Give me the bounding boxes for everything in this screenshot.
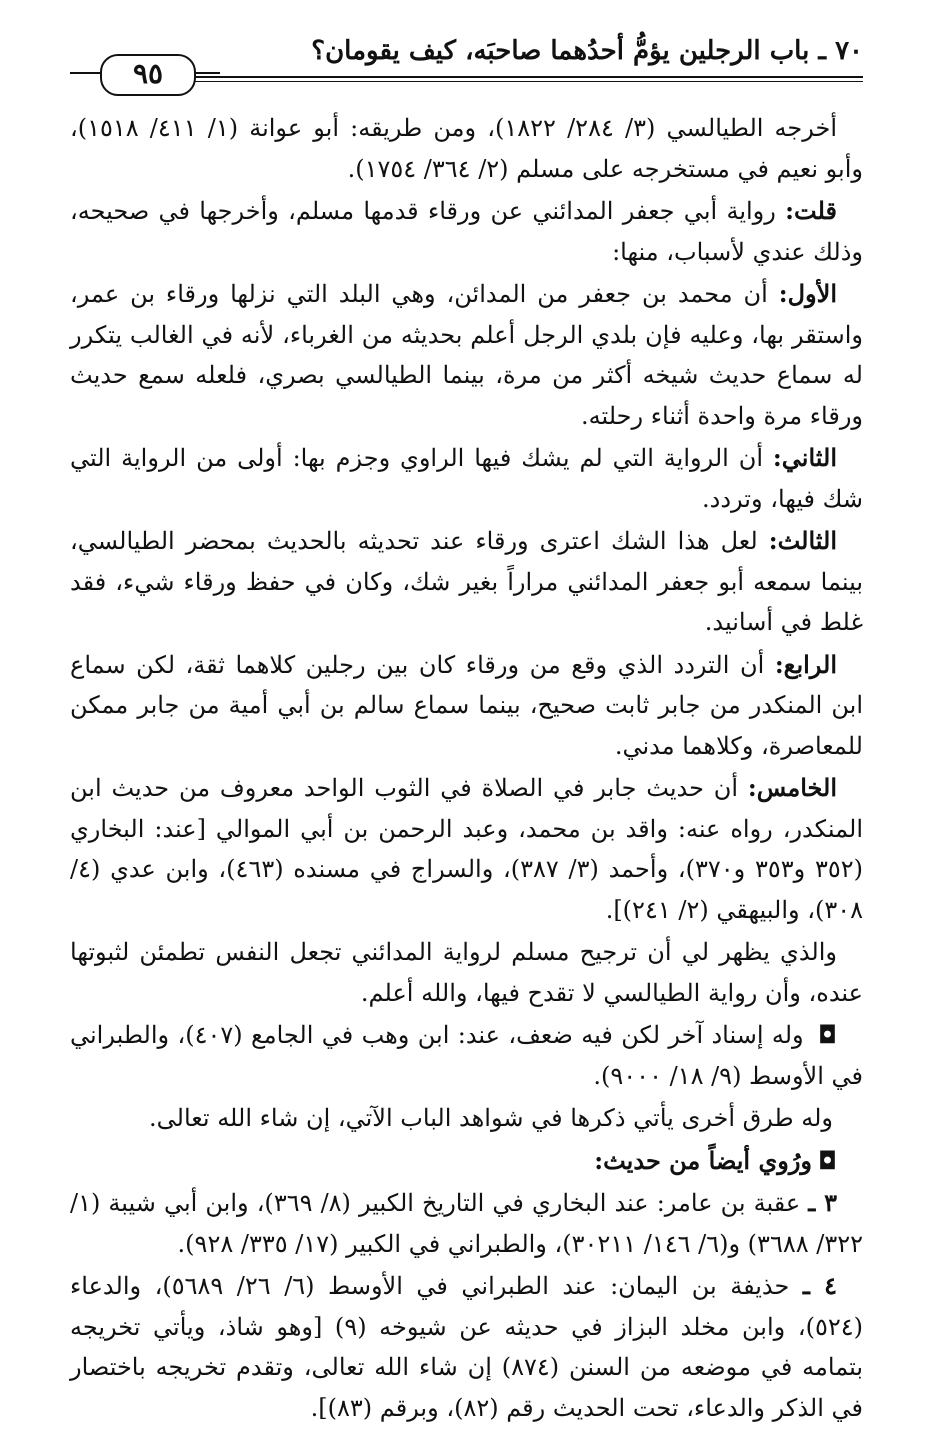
paragraph: الأول: أن محمد بن جعفر من المدائن، وهي البلد التي نزلها ورقاء بن عمر، واستقر بها، وعليه فإن بلدي الرجل أعلم بحديثه من الغرباء، لأنه في الغالب يتكرر له سماع حديث شيخه أكثر من مرة، بينما الطيالسي بصري، فلعله سمع حديث ورقاء مرة واحدة أثناء رحلته. <box>70 279 863 430</box>
paragraph-label: الثالث: <box>768 526 837 555</box>
paragraph: الثالث: لعل هذا الشك اعترى ورقاء عند تحديثه بالحديث بمحضر الطيالسي، بينما سمعه أبو جعفر المدائني مراراً بغير شك، وكان في حفظ ورقاء شيء، فقد غلط في أسانيد. <box>70 526 864 636</box>
paragraph: وله طرق أخرى يأتي ذكرها في شواهد الباب الآتي، إن شاء الله تعالى. <box>149 1104 833 1132</box>
paragraph: قلت: رواية أبي جعفر المدائني عن ورقاء قدمها مسلم، وأخرجها في صحيحه، وذلك عندي لأسباب، منها: <box>70 196 863 266</box>
item-number: ٣ ـ <box>808 1188 838 1217</box>
paragraph: ٤ ـ حذيفة بن اليمان: عند الطبراني في الأوسط (٦/ ٢٦/ ٥٦٨٩)، والدعاء (٥٢٤)، وابن مخلد البزاز في حديثه عن شيوخه (٩) [وهو شاذ، ويأتي تخريجه بتمامه في موضعه من السنن (٨٧٤) إن شاء الله تعالى، وتقدم تخريجه باختصار في الذكر والدعاء، تحت الحديث رقم (٨٢)، وبرقم (٨٣)]. <box>70 1271 864 1422</box>
paragraph: ٣ ـ عقبة بن عامر: عند البخاري في التاريخ الكبير (٨/ ٣٦٩)، وابن أبي شيبة (١/ ٣٢٢/ ٣٦٨٨) و(٦/ ١٤٦/ ٣٠٢١١)، والطبراني في الكبير (١٧/ ٣٣٥/ ٩٢٨). <box>70 1188 863 1258</box>
page-header <box>70 30 863 100</box>
page-content <box>70 108 863 1430</box>
paragraph <box>70 1141 863 1182</box>
header-rule <box>190 76 863 82</box>
bullet-icon: ◘ <box>818 1145 837 1175</box>
paragraph: الثاني: أن الرواية التي لم يشك فيها الراوي وجزم بها: أولى من الرواية التي شك فيها، وتردد. <box>70 443 863 513</box>
paragraph: الخامس: أن حديث جابر في الصلاة في الثوب الواحد معروف من حديث ابن المنكدر، رواه عنه: واقد بن محمد، وعبد الرحمن بن أبي الموالي [عند: البخاري (٣٥٢ و٣٥٣ و٣٧٠)، وأحمد (٣/ ٣٨٧)، والسراج في مسنده (٤٦٣)، وابن عدي (٤/ ٣٠٨)، والبيهقي (٢/ ٢٤١)]. <box>70 773 863 924</box>
chapter-title: ٧٠ ـ باب الرجلين يؤمُّ أحدُهما صاحبَه، كيف يقومان؟ <box>311 36 863 66</box>
item-number: ٤ ـ <box>802 1271 838 1300</box>
paragraph-label: قلت: <box>785 196 837 225</box>
paragraph: والذي يظهر لي أن ترجيح مسلم لرواية المدائني تجعل النفس تطمئن لثبوتها عنده، وأن رواية الطيالسي لا تقدح فيها، والله أعلم. <box>70 938 863 1007</box>
page-number: ٩٥ <box>100 54 196 96</box>
paragraph-label: الثاني: <box>772 443 837 472</box>
subheading: ورُوي أيضاً من حديث: <box>594 1145 813 1175</box>
paragraph-label: الخامس: <box>747 773 837 802</box>
paragraph-label: الرابع: <box>774 649 838 679</box>
bullet-icon: ◘ <box>818 1020 837 1049</box>
paragraph: ◘ وله إسناد آخر لكن فيه ضعف، عند: ابن وهب في الجامع (٤٠٧)، والطبراني في الأوسط (٩/ ١٨/ ٩٠٠٠). <box>70 1020 863 1090</box>
paragraph-label: الأول: <box>778 279 837 308</box>
paragraph: الرابع: أن التردد الذي وقع من ورقاء كان بين رجلين كلاهما ثقة، لكن سماع ابن المنكدر من جابر ثابت صحيح، بينما سماع سالم بن أبي أمية من جابر ممكن للمعاصرة، وكلاهما مدني. <box>70 649 863 760</box>
paragraph: أخرجه الطيالسي (٣/ ٢٨٤/ ١٨٢٢)، ومن طريقه: أبو عوانة (١/ ٤١١/ ١٥١٨)، وأبو نعيم في مستخرجه على مسلم (٢/ ٣٦٤/ ١٧٥٤). <box>70 114 863 183</box>
